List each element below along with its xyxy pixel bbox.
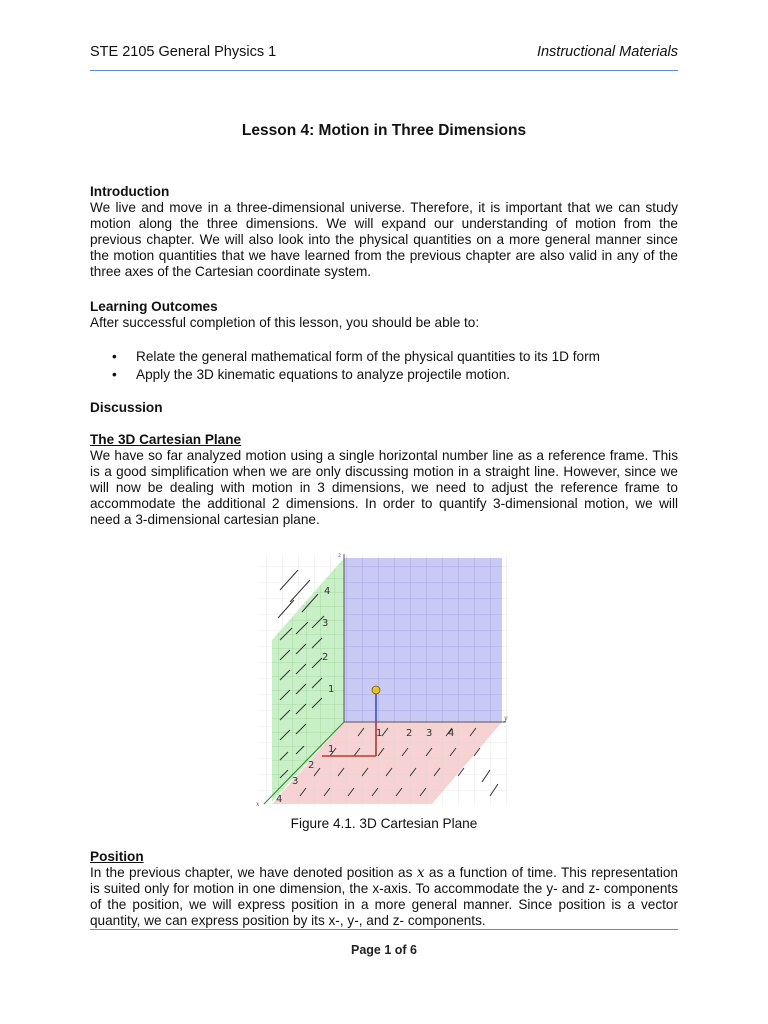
cartesian-section	[90, 432, 678, 528]
learning-outcomes-section	[90, 299, 678, 331]
vertical-tick-label: 2	[322, 652, 329, 663]
course-header: STE 2105 General Physics 1	[90, 44, 277, 60]
introduction-text: We live and move in a three-dimensional universe. Therefore, it is important that we can study motion along the three dimensions. We will expand our understanding of motion from the previous chapter. We will also look into the physical quantities on a more general manner since the motion quantities that we have learned from the previous chapter are also valid in any of the three axes of the Cartesian coordinate system.	[90, 200, 678, 279]
learning-outcomes-heading: Learning Outcomes	[90, 299, 218, 314]
right-tick-label: 1	[376, 728, 383, 739]
learning-outcomes-list-wrap	[90, 348, 678, 384]
position-text-part: In the previous chapter, we have denoted position as	[90, 865, 417, 880]
z-axis-label: z	[338, 552, 342, 559]
y-axis-label: y	[504, 715, 508, 722]
figure-caption: Figure 4.1. 3D Cartesian Plane	[290, 816, 478, 831]
front-tick-label: 3	[292, 776, 299, 787]
vertical-tick-label: 3	[322, 618, 329, 629]
cartesian-heading: The 3D Cartesian Plane	[90, 432, 242, 447]
header-rule	[90, 70, 678, 71]
right-tick-label: 3	[426, 728, 433, 739]
front-tick-label: 4	[276, 794, 283, 805]
vertical-tick-label: 4	[324, 586, 331, 597]
right-tick-label: 2	[406, 728, 413, 739]
position-heading: Position	[90, 849, 144, 864]
learning-outcomes-intro: After successful completion of this lesson, you should be able to:	[90, 315, 480, 330]
front-tick-label: 1	[328, 744, 335, 755]
back-plane-grid	[344, 558, 502, 722]
front-tick-label: 2	[308, 760, 315, 771]
vertical-tick-label: 1	[328, 684, 335, 695]
cartesian-text: We have so far analyzed motion using a single horizontal number line as a reference frame. This is a good simplification when we are only discussing motion in a straight line. However, since we will now be dealing with motion in 3 dimensions, we need to adjust the reference frame to accommodate the additional 2 dimensions. In order to quantify 3-dimensional motion, we will need a 3-dimensional cartesian plane.	[90, 448, 678, 527]
list-item: • Apply the 3D kinematic equations to analyze projectile motion.	[90, 366, 678, 384]
learning-outcomes-list	[90, 348, 678, 384]
introduction-heading: Introduction	[90, 184, 170, 199]
right-tick-label: 4	[448, 728, 455, 739]
discussion-heading: Discussion	[90, 400, 163, 415]
introduction-section	[90, 184, 678, 280]
page-number: Page 1 of 6	[351, 943, 417, 957]
position-section	[90, 849, 678, 929]
list-item: • Relate the general mathematical form of the physical quantities to its 1D form	[90, 348, 678, 366]
position-text-part: as a function of time. This representation is suited only for motion in one dimension, the x-axis. To accommodate the y- and z- components of the position, we will express position in a more general manner. Since position is a vector quantity, we can express position by its x-, y-, and z- components.	[90, 865, 678, 928]
cartesian-figure	[250, 550, 514, 812]
cartesian-plane-diagram	[250, 550, 514, 812]
discussion-section	[90, 400, 678, 416]
lesson-title: Lesson 4: Motion in Three Dimensions	[241, 122, 527, 139]
position-point	[372, 686, 380, 694]
footer-rule	[90, 929, 678, 930]
position-text	[90, 865, 678, 929]
materials-header: Instructional Materials	[536, 44, 678, 60]
position-variable: x	[416, 865, 425, 881]
x-axis-label: x	[256, 801, 260, 808]
